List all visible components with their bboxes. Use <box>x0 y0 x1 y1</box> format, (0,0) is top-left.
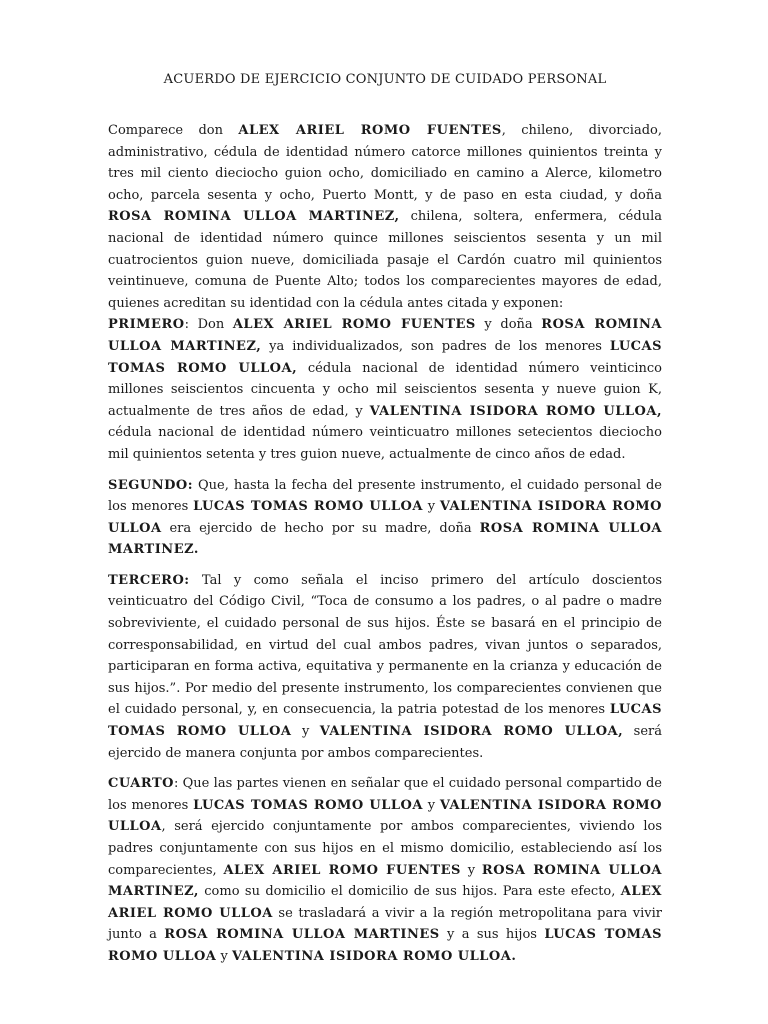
bold-text-run: LUCAS TOMAS ROMO ULLOA <box>193 499 423 515</box>
bold-text-run: CUARTO <box>108 776 174 792</box>
bold-text-run: LUCAS TOMAS ROMO ULLOA <box>108 702 662 740</box>
text-run: y <box>460 862 482 878</box>
bold-text-run: ALEX ARIEL ROMO FUENTES <box>223 862 461 878</box>
text-run: será ejercido de manera conjunta por ambos comparecientes. <box>108 724 662 761</box>
clause-tercero <box>108 570 662 764</box>
bold-text-run: VALENTINA ISIDORA ROMO ULLOA, <box>319 724 624 740</box>
text-run: cédula nacional de identidad número veinticinco millones seiscientos cincuenta y ocho mil seiscientos sesenta y nueve guion K, actualmente de tres años de edad, y <box>108 360 662 419</box>
bold-text-run: ALEX ARIEL ROMO ULLOA <box>108 884 662 921</box>
text-run: y <box>422 499 440 515</box>
text-run: , chileno, divorciado, administrativo, cédula de identidad número catorce millones quinientos treinta y tres mil ciento dieciocho guion ocho, domiciliado en camino a Alerce, kilometro ocho, parcela sesenta y ocho, Puerto Montt, y de paso en esta ciudad, y doña <box>108 123 662 203</box>
text-run: y doña <box>475 317 542 333</box>
bold-text-run: ROSA ROMINA ULLOA MARTINEZ, <box>108 317 662 354</box>
text-run: Tal y como señala el inciso primero del artículo doscientos veinticuatro del Código Civil, “Toca de consumo a los padres, o al padre o madre sobreviviente, el cuidado personal de sus hijos. Éste se basará en el principio de corresponsabilidad, en virtud del cual ambos padres, vivan juntos o separados, participaran en forma activa, equitativa y permanente en la crianza y educación de sus hijos.”. Por medio del presente instrumento, los comparecientes convienen que el cuidado personal, y, en consecuencia, la patria potestad de los menores <box>108 572 662 718</box>
text-run: y a sus hijos <box>439 927 545 943</box>
bold-text-run: SEGUNDO: <box>108 477 194 493</box>
clause-primero <box>108 314 662 465</box>
bold-text-run: ALEX ARIEL ROMO FUENTES <box>238 123 502 138</box>
text-run: era ejercido de hecho por su madre, doña <box>161 520 480 536</box>
document-title: ACUERDO DE EJERCICIO CONJUNTO DE CUIDADO PERSONAL <box>163 72 607 87</box>
text-run: ya individualizados, son padres de los menores <box>261 338 610 354</box>
intro-paragraph <box>108 120 662 314</box>
text-run: : Don <box>184 317 233 333</box>
clause-cuarto <box>108 773 662 967</box>
clause-segundo <box>108 475 662 561</box>
bold-text-run: LUCAS TOMAS ROMO ULLOA <box>193 797 423 813</box>
document-body <box>108 120 662 968</box>
bold-text-run: ROSA ROMINA ULLOA MARTINES <box>164 927 440 943</box>
text-run: y <box>291 724 320 740</box>
bold-text-run: ALEX ARIEL ROMO FUENTES <box>232 317 476 333</box>
bold-text-run: VALENTINA ISIDORA ROMO ULLOA <box>108 499 663 536</box>
text-run: como su domicilio el domicilio de sus hijos. Para este efecto, <box>198 884 621 900</box>
bold-text-run: PRIMERO <box>108 317 185 333</box>
text-run: chilena, soltera, enfermera, cédula nacional de identidad número quince millones seiscientos sesenta y un mil cuatrocientos guion nueve, domiciliada pasaje el Cardón cuatro mil quinientos veintinueve, comuna de Puente Alto; todos los comparecientes mayores de edad, quienes acreditan su identidad con la cédula antes citada y exponen: <box>108 209 662 311</box>
bold-text-run: TERCERO: <box>108 572 190 588</box>
text-run: y <box>216 948 233 964</box>
bold-text-run: VALENTINA ISIDORA ROMO ULLOA. <box>232 948 517 964</box>
text-run: y <box>422 797 440 813</box>
bold-text-run: LUCAS TOMAS ROMO ULLOA, <box>108 338 662 376</box>
bold-text-run: VALENTINA ISIDORA ROMO ULLOA <box>108 797 663 835</box>
text-run: : Que las partes vienen en señalar que el cuidado personal compartido de los menores <box>108 776 662 813</box>
text-run: , será ejercido conjuntamente por ambos comparecientes, viviendo los padres conjuntamente con sus hijos en el mismo domicilio, estableciendo así los comparecientes, <box>108 819 662 878</box>
text-run: cédula nacional de identidad número veinticuatro millones setecientos dieciocho mil quinientos setenta y tres guion nueve, actualmente de cinco años de edad. <box>108 425 662 462</box>
bold-text-run: ROSA ROMINA ULLOA MARTINEZ, <box>108 862 662 900</box>
text-run: Que, hasta la fecha del presente instrumento, el cuidado personal de los menores <box>108 477 662 515</box>
bold-text-run: ROSA ROMINA ULLOA MARTINEZ. <box>108 520 662 558</box>
bold-text-run: LUCAS TOMAS ROMO ULLOA <box>108 927 663 964</box>
bold-text-run: ROSA ROMINA ULLOA MARTINEZ, <box>108 209 400 225</box>
text-run: Comparece don <box>108 123 239 138</box>
bold-text-run: VALENTINA ISIDORA ROMO ULLOA, <box>369 403 662 419</box>
text-run: se trasladará a vivir a la región metropolitana para vivir junto a <box>108 905 663 943</box>
